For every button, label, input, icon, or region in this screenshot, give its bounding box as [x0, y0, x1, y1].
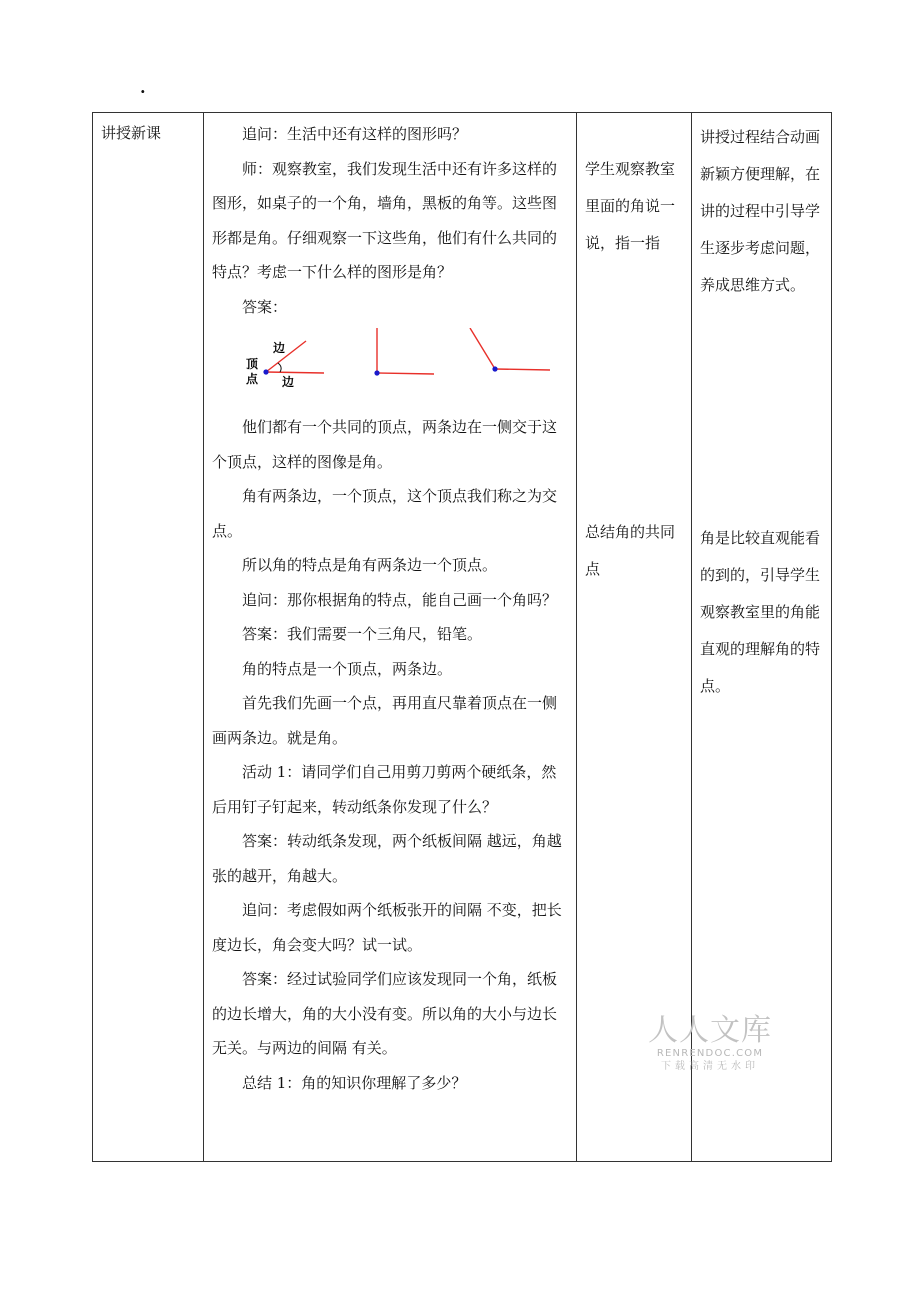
label-side-bottom: 边 — [282, 375, 295, 389]
content-paragraph: 首先我们先画一个点，再用直尺靠着顶点在一侧画两条边。就是角。 — [212, 694, 558, 747]
angle-figure — [212, 328, 568, 406]
content-paragraph: 角有两条边，一个顶点，这个顶点我们称之为交点。 — [212, 487, 558, 540]
design-intent-text: 角是比较直观能看的到的，引导学生观察教室里的角能直观的理解角的特点。 — [700, 529, 821, 695]
lesson-plan-table — [92, 112, 832, 1162]
angle-1-side-top — [266, 341, 306, 372]
content-paragraph: 追问：那你根据角的特点，能自己画一个角吗？ — [242, 590, 558, 609]
angle-3-side-slant — [470, 328, 495, 369]
angle-1-arc — [278, 363, 281, 372]
stage-cell — [93, 113, 204, 1162]
content-paragraph: 答案： — [242, 297, 288, 316]
content-paragraph: 追问：生活中还有这样的图形吗？ — [242, 125, 468, 143]
watermark-tagline: 下载高清无水印 — [661, 1061, 759, 1072]
content-paragraph: 追问：考虑假如两个纸板张开的间隔 不变，把长度边长，角会变大吗？试一试。 — [212, 901, 562, 954]
watermark-logo-text: 人人文库 — [648, 1013, 772, 1048]
content-paragraph: 他们都有一个共同的顶点，两条边在一侧交于这个顶点，这样的图像是角。 — [212, 418, 558, 471]
angle-diagrams — [212, 328, 572, 406]
student-activity-cell — [577, 113, 692, 1162]
header-mark: . — [140, 78, 146, 97]
content-paragraph: 所以角的特点是角有两条边一个顶点。 — [242, 556, 498, 574]
student-activity — [577, 113, 691, 588]
angle-2-side-horizontal — [377, 373, 434, 374]
design-intent-cell — [692, 113, 832, 1162]
label-vertex-2: 点 — [246, 372, 259, 386]
teaching-content-cell — [204, 113, 577, 1162]
angle-2-vertex — [374, 370, 379, 375]
label-vertex-1: 顶 — [246, 357, 259, 371]
watermark — [648, 1014, 772, 1074]
content-paragraph: 答案：我们需要一个三角尺，铅笔。 — [242, 625, 483, 643]
student-activity-text: 学生观察教室里面的角说一说，指一指 — [585, 160, 676, 252]
teaching-content — [204, 113, 576, 1100]
content-paragraph: 角的特点是一个顶点，两条边。 — [242, 659, 453, 678]
angle-1-side-bottom — [266, 372, 324, 373]
watermark-domain: RENRENDOC.COM — [656, 1048, 764, 1059]
student-activity-text: 总结角的共同点 — [585, 523, 676, 578]
content-paragraph: 活动 1：请同学们自己用剪刀剪两个硬纸条，然后用钉子钉起来，转动纸条你发现了什么？ — [212, 763, 557, 816]
label-side-top: 边 — [273, 341, 286, 355]
stage-label: 讲授新课 — [101, 124, 162, 142]
content-paragraph: 总结 1：角的知识你理解了多少？ — [242, 1073, 467, 1092]
content-paragraph: 答案：转动纸条发现，两个纸板间隔 越远，角越张的越开，角越大。 — [212, 832, 562, 885]
content-paragraph: 答案：经过试验同学们应该发现同一个角，纸板的边长增大，角的大小没有变。所以角的大小与边长无关。与两边的间隔 有关。 — [212, 970, 558, 1057]
design-intent-text: 讲授过程结合动画新颖方便理解，在讲的过程中引导学生逐步考虑问题，养成思维方式。 — [700, 128, 821, 294]
angle-1-vertex — [263, 369, 268, 374]
design-intent — [692, 113, 831, 705]
angle-3-vertex — [492, 366, 497, 371]
table-row — [93, 113, 832, 1162]
content-paragraph: 师：观察教室，我们发现生活中还有许多这样的图形，如桌子的一个角，墙角，黑板的角等。这些图形都是角。仔细观察一下这些角，他们有什么共同的特点？考虑一下什么样的图形是角？ — [212, 159, 558, 281]
angle-3-side-horizontal — [495, 369, 550, 370]
